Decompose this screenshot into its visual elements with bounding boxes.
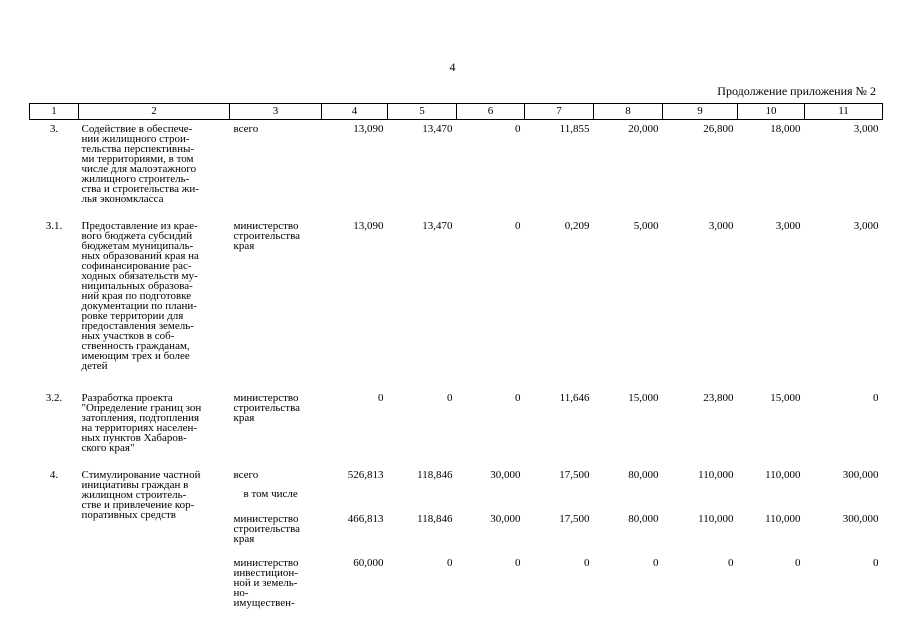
row-executor: министерство строительства края bbox=[233, 220, 301, 252]
continuation-label: Продолжение приложения № 2 bbox=[717, 84, 876, 98]
table-row bbox=[30, 217, 883, 389]
row-number: 3. bbox=[49, 123, 59, 135]
col-header: 8 bbox=[594, 104, 663, 120]
row-description: Предоставление из крае- вого бюджета субсидий бюджетам муниципаль- ных образований края на софинансирование рас- ходных обязательств му- ниципальных образова- ний края по подготовке документации по плани- ровке территории для предоставления земель- ных участков в соб- ственность гражданам, имеющим трех и более детей bbox=[81, 220, 199, 372]
value-cell: 526,813 bbox=[347, 469, 384, 481]
value-cell: 110,000 bbox=[765, 513, 801, 525]
value-cell: 0,209 bbox=[564, 220, 590, 232]
value-cell: 300,000 bbox=[842, 469, 879, 481]
value-cell: 5,000 bbox=[633, 220, 659, 232]
value-cell: 118,846 bbox=[417, 513, 453, 525]
value-cell: 300,000 bbox=[842, 513, 879, 525]
value-cell: 0 bbox=[447, 557, 453, 569]
value-cell: 13,470 bbox=[422, 220, 453, 232]
table-row bbox=[30, 120, 883, 218]
value-cell: 11,855 bbox=[559, 123, 590, 135]
value-cell: 80,000 bbox=[628, 469, 659, 481]
value-cell: 17,500 bbox=[559, 513, 590, 525]
value-cell: 15,000 bbox=[770, 392, 801, 404]
value-cell: 23,800 bbox=[703, 392, 734, 404]
value-cell: 0 bbox=[653, 557, 659, 569]
value-cell: 15,000 bbox=[628, 392, 659, 404]
value-cell: 0 bbox=[515, 392, 521, 404]
value-cell: 0 bbox=[515, 557, 521, 569]
value-cell: 13,090 bbox=[353, 220, 384, 232]
value-cell: 0 bbox=[795, 557, 801, 569]
value-cell: 0 bbox=[728, 557, 734, 569]
col-header: 4 bbox=[322, 104, 388, 120]
value-cell: 3,000 bbox=[708, 220, 734, 232]
value-cell: 110,000 bbox=[698, 469, 734, 481]
value-cell: 3,000 bbox=[775, 220, 801, 232]
executor-total-label: всего bbox=[233, 469, 259, 481]
value-cell: 466,813 bbox=[347, 513, 384, 525]
value-cell: 0 bbox=[515, 220, 521, 232]
value-cell: 20,000 bbox=[628, 123, 659, 135]
row-executor: министерство инвестицион- ной и земель- но- имуществен- bbox=[233, 557, 299, 609]
value-cell: 0 bbox=[447, 392, 453, 404]
col-header: 1 bbox=[30, 104, 79, 120]
value-cell: 118,846 bbox=[417, 469, 453, 481]
col-header: 10 bbox=[738, 104, 805, 120]
value-cell: 11,646 bbox=[559, 392, 590, 404]
row-description: Содействие в обеспече- нии жилищного строи- тельства перспективны- ми территориями, в том числе для малоэтажного жилищного строитель- ства и строительства жи- лья экономкласса bbox=[81, 123, 199, 205]
including-label: в том числе bbox=[243, 488, 298, 500]
value-cell: 0 bbox=[515, 123, 521, 135]
row-number: 3.1. bbox=[45, 220, 63, 232]
row-executor: министерство строительства края bbox=[233, 392, 301, 424]
value-cell: 110,000 bbox=[765, 469, 801, 481]
col-header: 7 bbox=[525, 104, 594, 120]
table-row bbox=[30, 389, 883, 466]
value-cell: 3,000 bbox=[853, 123, 879, 135]
row-executor: всего bbox=[233, 123, 259, 135]
row-description: Стимулирование частной инициативы граждан в жилищном строитель- стве и привлечение кор- поративных средств bbox=[81, 469, 201, 521]
col-header: 6 bbox=[457, 104, 525, 120]
page-number: 4 bbox=[449, 60, 456, 74]
col-header: 5 bbox=[388, 104, 457, 120]
value-cell: 0 bbox=[378, 392, 384, 404]
value-cell: 26,800 bbox=[703, 123, 734, 135]
row-number: 4. bbox=[49, 469, 59, 481]
value-cell: 18,000 bbox=[770, 123, 801, 135]
value-cell: 30,000 bbox=[490, 469, 521, 481]
value-cell: 110,000 bbox=[698, 513, 734, 525]
value-cell: 13,090 bbox=[353, 123, 384, 135]
col-header: 9 bbox=[663, 104, 738, 120]
row-number: 3.2. bbox=[45, 392, 63, 404]
value-cell: 80,000 bbox=[628, 513, 659, 525]
value-cell: 0 bbox=[584, 557, 590, 569]
value-cell: 0 bbox=[873, 557, 879, 569]
header-row bbox=[30, 104, 883, 120]
col-header: 2 bbox=[79, 104, 230, 120]
col-header: 11 bbox=[805, 104, 883, 120]
value-cell: 17,500 bbox=[559, 469, 590, 481]
col-header: 3 bbox=[230, 104, 322, 120]
row-description: Разработка проекта "Определение границ зон затопления, подтопления на территориях населен- ных пунктов Хабаров- ского края" bbox=[81, 392, 202, 454]
row-executor: министерство строительства края bbox=[233, 513, 301, 545]
row-executor bbox=[230, 466, 322, 510]
value-cell: 30,000 bbox=[490, 513, 521, 525]
value-cell: 3,000 bbox=[853, 220, 879, 232]
value-cell: 0 bbox=[873, 392, 879, 404]
value-cell: 13,470 bbox=[422, 123, 453, 135]
budget-table bbox=[29, 103, 883, 628]
table-row bbox=[30, 466, 883, 510]
value-cell: 60,000 bbox=[353, 557, 384, 569]
